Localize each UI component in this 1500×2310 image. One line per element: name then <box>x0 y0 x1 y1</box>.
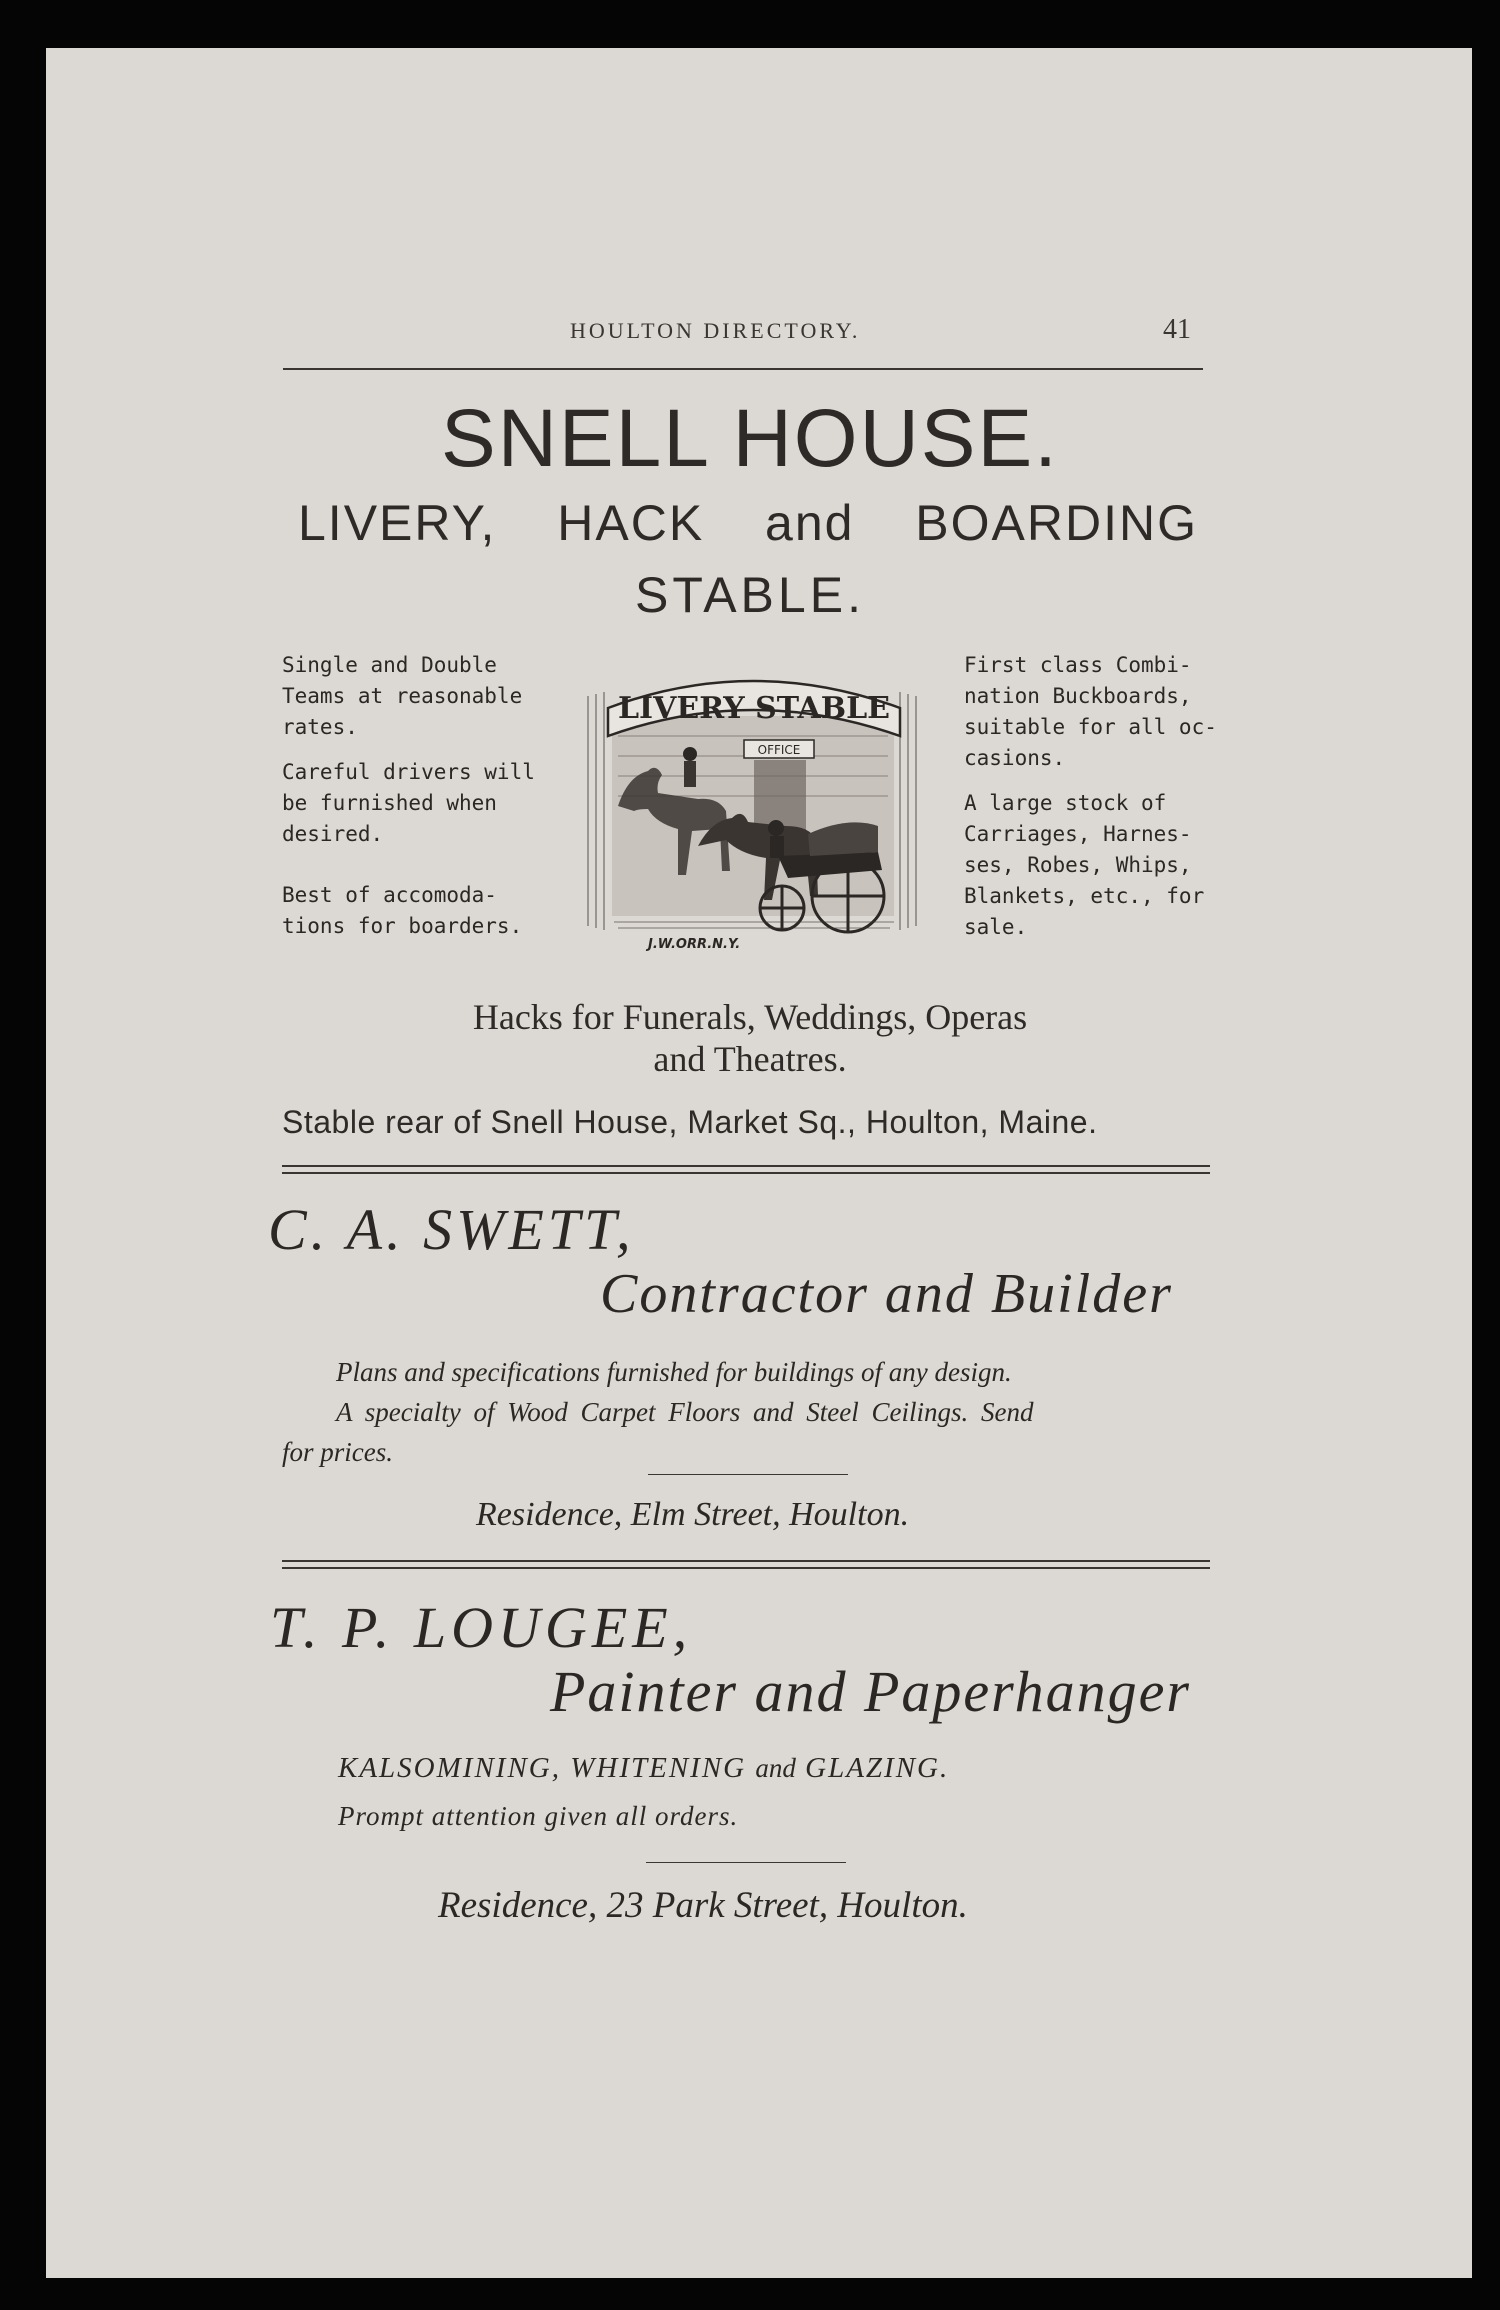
lougee-residence: Residence, 23 Park Street, Houlton. <box>438 1885 968 1926</box>
services-text: KALSOMINING, WHITENING <box>338 1752 747 1784</box>
subtitle-word: LIVERY, <box>298 495 497 551</box>
swett-line: for prices. <box>282 1437 393 1467</box>
lougee-name: T. P. LOUGEE, <box>270 1595 693 1660</box>
text-line: Careful drivers will <box>282 760 535 784</box>
swett-line: A specialty of Wood Carpet Floors and Steel Ceilings. Send <box>336 1397 1034 1427</box>
swett-trade: Contractor and Builder <box>600 1263 1173 1325</box>
hacks-notice <box>0 996 1500 1080</box>
subtitle-word: HACK <box>557 495 705 551</box>
left-column <box>282 650 542 942</box>
lougee-line: Prompt attention given all orders. <box>338 1801 739 1831</box>
right-column <box>964 650 1224 943</box>
text-line: Carriages, Harnes- <box>964 822 1192 846</box>
text-line: desired. <box>282 822 384 846</box>
short-rule <box>648 1474 848 1475</box>
running-header: HOULTON DIRECTORY. <box>570 318 861 343</box>
stable-location: Stable rear of Snell House, Market Sq., Houlton, Maine. <box>282 1104 1098 1140</box>
header-rule <box>283 368 1203 370</box>
text-line: suitable for all oc- <box>964 715 1217 739</box>
livery-stable-engraving <box>578 656 928 961</box>
snell-subtitle <box>298 494 1198 552</box>
swett-line: Plans and specifications furnished for buildings of any design. <box>336 1357 1012 1387</box>
snell-house-title: SNELL HOUSE. <box>441 393 1059 484</box>
section-rule <box>282 1560 1210 1562</box>
section-rule <box>282 1567 1210 1569</box>
left-paragraph <box>282 880 542 942</box>
section-rule <box>282 1172 1210 1174</box>
office-sign: OFFICE <box>757 743 801 757</box>
left-paragraph <box>282 650 542 743</box>
text-line: First class Combi- <box>964 653 1192 677</box>
text-line: casions. <box>964 746 1066 770</box>
text-line: Blankets, etc., for <box>964 884 1205 908</box>
text-line: rates. <box>282 715 358 739</box>
text-line: ses, Robes, Whips, <box>964 853 1192 877</box>
engraver-signature: J.W.ORR.N.Y. <box>648 937 741 952</box>
text-line: Teams at reasonable <box>282 684 523 708</box>
text-line: be furnished when <box>282 791 497 815</box>
text-line: nation Buckboards, <box>964 684 1192 708</box>
swett-name: C. A. SWETT, <box>268 1197 635 1262</box>
text-line: Best of accomoda- <box>282 883 497 907</box>
hacks-line: and Theatres. <box>653 1039 847 1079</box>
services-text: GLAZING. <box>805 1752 950 1784</box>
subtitle-word: BOARDING <box>915 495 1198 551</box>
sign-text: LIVERY STABLE <box>617 691 891 726</box>
lougee-services <box>338 1752 949 1785</box>
snell-subtitle-line2: STABLE. <box>635 567 865 623</box>
swett-residence: Residence, Elm Street, Houlton. <box>476 1496 910 1533</box>
page-number: 41 <box>1163 314 1191 345</box>
directory-page <box>46 48 1472 2278</box>
text-line: sale. <box>964 915 1028 939</box>
short-rule <box>646 1862 846 1863</box>
lougee-trade: Painter and Paperhanger <box>550 1659 1191 1724</box>
hacks-line: Hacks for Funerals, Weddings, Operas <box>472 997 1028 1037</box>
text-line: A large stock of <box>964 791 1167 815</box>
services-text: and <box>755 1753 796 1783</box>
text-line: Single and Double <box>282 653 497 677</box>
left-paragraph <box>282 757 542 850</box>
subtitle-word: and <box>765 495 855 551</box>
right-paragraph <box>964 650 1224 774</box>
text-line: tions for boarders. <box>282 914 523 938</box>
section-rule <box>282 1165 1210 1167</box>
right-paragraph <box>964 788 1224 943</box>
